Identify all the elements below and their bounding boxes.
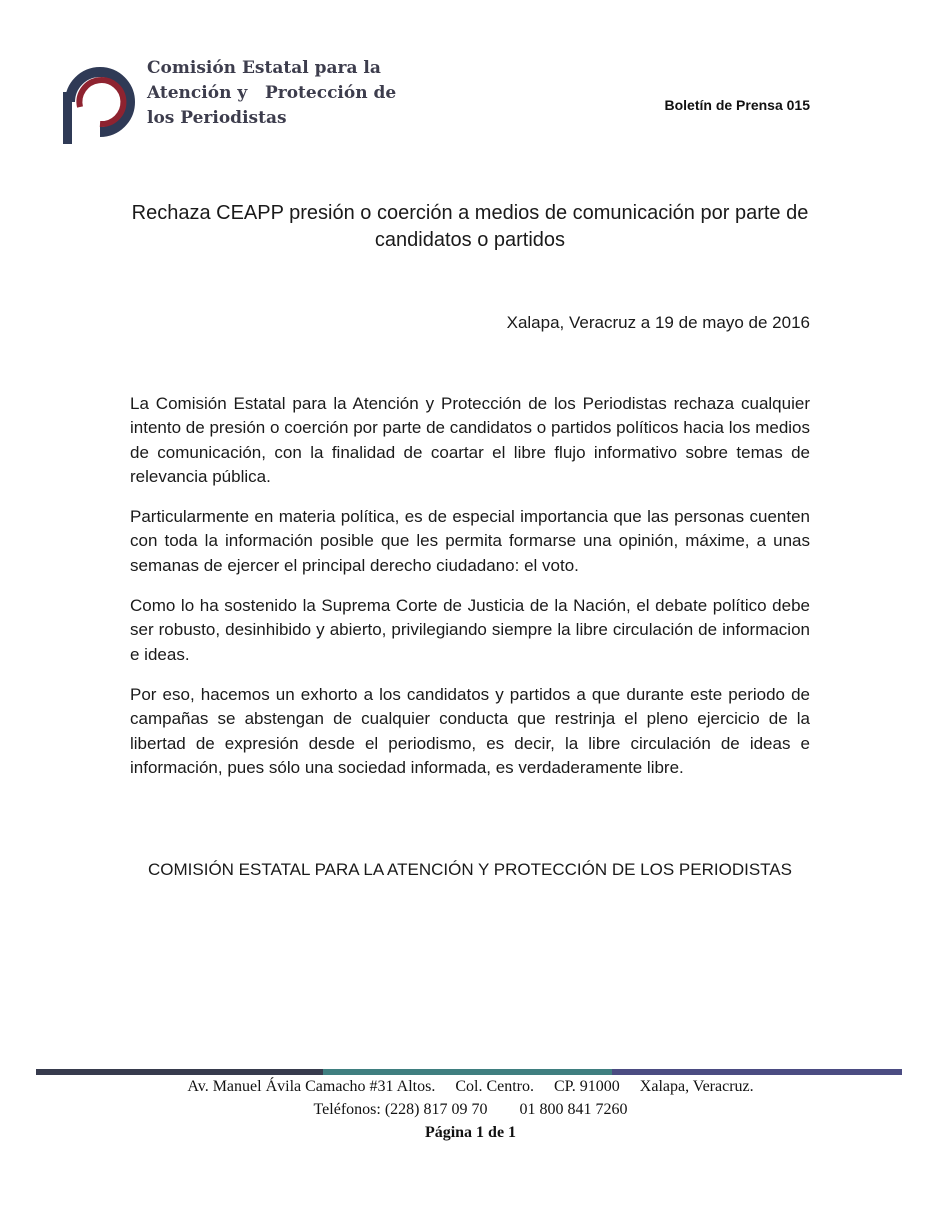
ceapp-logo-icon	[60, 62, 140, 146]
footer-phones: Teléfonos: (228) 817 09 70 01 800 841 7260	[313, 1101, 628, 1118]
page-number: Página 1 de 1	[424, 1124, 517, 1141]
logo-text	[147, 56, 407, 131]
logo-line-3: los Periodistas	[147, 108, 287, 128]
headline: Rechaza CEAPP presión o coerción a medios de comunicación por parte de candidatos o partidos	[131, 202, 809, 251]
body-text	[130, 392, 810, 796]
dateline: Xalapa, Veracruz a 19 de mayo de 2016	[506, 313, 810, 332]
logo-center	[87, 89, 113, 115]
footer-address: Av. Manuel Ávila Camacho #31 Altos. Col. Centro. CP. 91000 Xalapa, Veracruz.	[187, 1078, 754, 1095]
paragraph: Particularmente en materia política, es de especial importancia que las personas cuenten con toda la información posible que les permita formarse una opinión, máxime, a unas semanas de ejercer el principal derecho ciudadano: el voto.	[130, 507, 810, 575]
paragraph: La Comisión Estatal para la Atención y Protección de los Periodistas rechaza cualquier intento de presión o coerción por parte de candidatos o partidos políticos hacia los medios de comunicación, con la finalidad de coartar el libre flujo informativo sobre temas de relevancia pública.	[130, 394, 810, 486]
paragraph: Por eso, hacemos un exhorto a los candidatos y partidos a que durante este periodo de campañas se abstengan de cualquier conducta que restrinja el pleno ejercicio de la libertad de expresión desde el periodismo, es decir, la libre circulación de ideas e información, pues sólo una sociedad informada, es verdaderamente libre.	[130, 684, 810, 777]
bulletin-number: Boletín de Prensa 015	[664, 97, 810, 113]
footer	[0, 1075, 941, 1144]
logo-line-2: Atención y Protección de	[147, 83, 397, 103]
signature: COMISIÓN ESTATAL PARA LA ATENCIÓN Y PROTECCIÓN DE LOS PERIODISTAS	[148, 860, 792, 879]
logo-line-1: Comisión Estatal para la	[147, 58, 381, 78]
paragraph: Como lo ha sostenido la Suprema Corte de Justicia de la Nación, el debate político debe ser robusto, desinhibido y abierto, privilegiando siempre la libre circulación de informacion e ideas.	[130, 596, 810, 664]
